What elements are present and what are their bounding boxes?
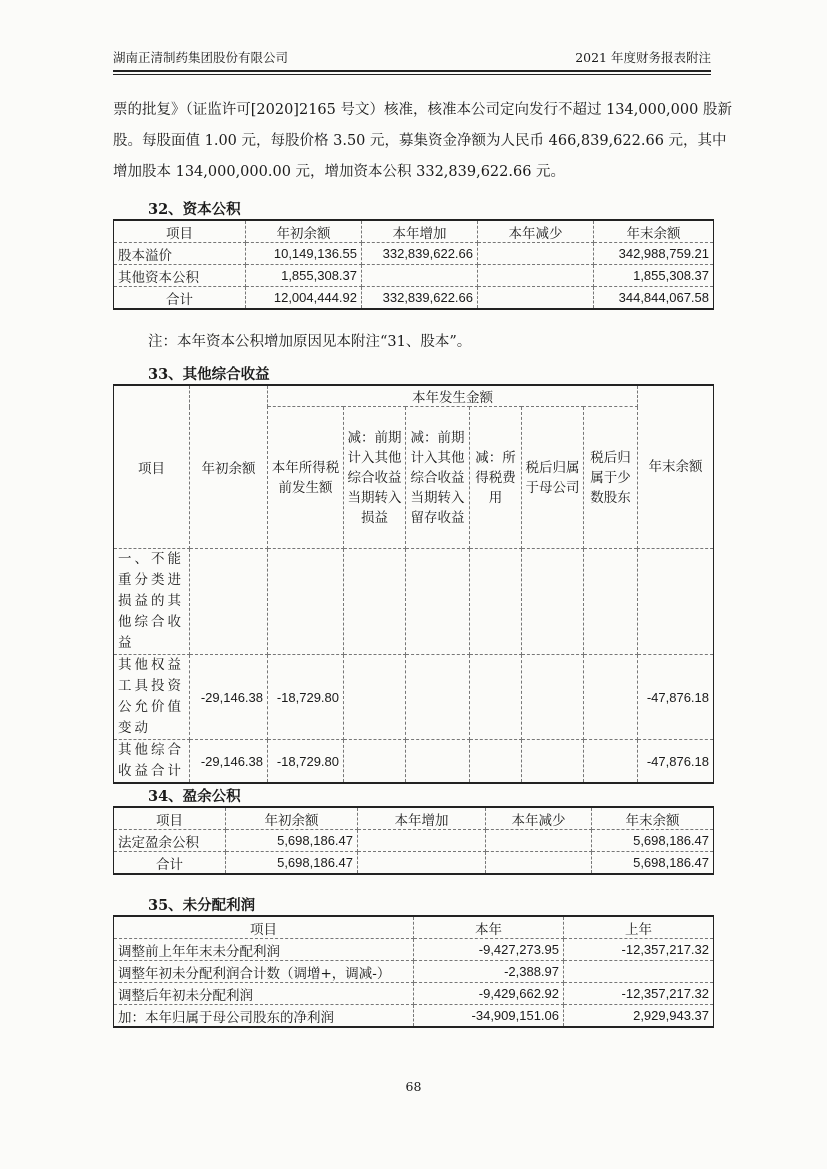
cell <box>406 549 470 655</box>
cell <box>584 655 638 740</box>
header-cell: 项目 <box>114 807 226 830</box>
cell <box>522 740 584 784</box>
cell: 342,988,759.21 <box>594 243 714 265</box>
header-cell: 本年增加 <box>362 220 478 243</box>
intro-line: 股。每股面值 1.00 元，每股价格 3.50 元，募集资金净额为人民币 466,839,622.66 元，其中 <box>113 133 727 149</box>
cell: -9,429,662.92 <box>414 983 564 1005</box>
header-cell: 减：前期计入其他综合收益当期转入损益 <box>344 407 406 549</box>
cell <box>362 265 478 287</box>
cell <box>358 830 486 852</box>
cell <box>344 655 406 740</box>
table-row <box>114 983 714 1005</box>
cell: -9,427,273.95 <box>414 939 564 961</box>
header-cell: 项目 <box>114 916 414 939</box>
header-cell: 税后归属于少数股东 <box>584 407 638 549</box>
header-cell: 年末余额 <box>638 385 714 549</box>
cell <box>478 243 594 265</box>
table-row <box>114 265 714 287</box>
cell <box>522 655 584 740</box>
table-total-row <box>114 740 714 784</box>
intro-line: 增加股本 134,000,000.00 元，增加资本公积 332,839,622.66 元。 <box>113 164 566 180</box>
table-row <box>114 961 714 983</box>
section-32-note: 注：本年资本公积增加原因见本附注“31、股本”。 <box>148 334 472 350</box>
header-cell: 本年所得税前发生额 <box>268 407 344 549</box>
row-label: 调整后年初未分配利润 <box>114 983 414 1005</box>
header-cell: 年初余额 <box>226 807 358 830</box>
cell: -12,357,217.32 <box>564 939 714 961</box>
cell: -34,909,151.06 <box>414 1005 564 1028</box>
cell <box>584 549 638 655</box>
cell <box>406 655 470 740</box>
intro-paragraph <box>113 95 732 188</box>
cell: -29,146.38 <box>190 655 268 740</box>
cell: -2,388.97 <box>414 961 564 983</box>
table-row <box>114 1005 714 1028</box>
cell <box>268 549 344 655</box>
capital-reserve-table <box>113 219 714 310</box>
row-label: 调整年初未分配利润合计数（调增+，调减-） <box>114 961 414 983</box>
cell <box>190 549 268 655</box>
cell <box>486 830 592 852</box>
cell <box>470 655 522 740</box>
table-row <box>114 939 714 961</box>
cell <box>486 852 592 875</box>
page-header <box>113 48 711 72</box>
cell: -18,729.80 <box>268 740 344 784</box>
header-cell: 项目 <box>114 220 246 243</box>
cell: 10,149,136.55 <box>246 243 362 265</box>
header-cell: 上年 <box>564 916 714 939</box>
cell <box>522 549 584 655</box>
cell: -47,876.18 <box>638 655 714 740</box>
cell: 2,929,943.37 <box>564 1005 714 1028</box>
cell: 5,698,186.47 <box>592 852 714 875</box>
cell <box>478 265 594 287</box>
company-name: 湖南正清制药集团股份有限公司 <box>113 50 289 65</box>
section-34-title: 34、盈余公积 <box>148 788 241 805</box>
table-row <box>114 243 714 265</box>
cell: -29,146.38 <box>190 740 268 784</box>
cell: 1,855,308.37 <box>246 265 362 287</box>
cell: 1,855,308.37 <box>594 265 714 287</box>
other-comprehensive-income-table <box>113 384 714 784</box>
row-label: 其他权益工具投资公允价值变动 <box>114 655 190 740</box>
section-32-title: 32、资本公积 <box>148 201 241 218</box>
table-header-row <box>114 220 714 243</box>
surplus-reserve-table <box>113 806 714 875</box>
cell: 332,839,622.66 <box>362 243 478 265</box>
table-header-row <box>114 916 714 939</box>
cell <box>406 740 470 784</box>
header-cell: 项目 <box>114 385 190 549</box>
table-header-row <box>114 385 714 407</box>
table-total-row <box>114 852 714 875</box>
row-label: 加：本年归属于母公司股东的净利润 <box>114 1005 414 1028</box>
row-label: 其他综合收益合计 <box>114 740 190 784</box>
header-cell: 本年增加 <box>358 807 486 830</box>
row-label: 股本溢价 <box>114 243 246 265</box>
page-number: 68 <box>405 1079 422 1094</box>
row-label: 一、不能重分类进损益的其他综合收益 <box>114 549 190 655</box>
cell: -12,357,217.32 <box>564 983 714 1005</box>
cell <box>470 740 522 784</box>
header-group-cell: 本年发生金额 <box>268 385 638 407</box>
row-label: 其他资本公积 <box>114 265 246 287</box>
undistributed-profit-table <box>113 915 714 1028</box>
header-cell: 年末余额 <box>592 807 714 830</box>
cell: -18,729.80 <box>268 655 344 740</box>
cell <box>478 287 594 310</box>
row-label: 法定盈余公积 <box>114 830 226 852</box>
row-label: 调整前上年年末未分配利润 <box>114 939 414 961</box>
header-cell: 减：所得税费用 <box>470 407 522 549</box>
table-total-row <box>114 287 714 310</box>
header-cell: 年初余额 <box>246 220 362 243</box>
header-cell: 税后归属于母公司 <box>522 407 584 549</box>
header-cell: 本年 <box>414 916 564 939</box>
row-label: 合计 <box>114 287 246 310</box>
header-cell: 本年减少 <box>478 220 594 243</box>
header-cell: 减：前期计入其他综合收益当期转入留存收益 <box>406 407 470 549</box>
cell <box>344 549 406 655</box>
cell <box>470 549 522 655</box>
row-label: 合计 <box>114 852 226 875</box>
document-title: 2021 年度财务报表附注 <box>575 50 711 65</box>
table-row <box>114 830 714 852</box>
header-cell: 本年减少 <box>486 807 592 830</box>
cell: 5,698,186.47 <box>592 830 714 852</box>
cell <box>564 961 714 983</box>
cell <box>638 549 714 655</box>
cell: 344,844,067.58 <box>594 287 714 310</box>
cell: 5,698,186.47 <box>226 830 358 852</box>
header-cell: 年初余额 <box>190 385 268 549</box>
cell <box>358 852 486 875</box>
section-35-title: 35、未分配利润 <box>148 897 256 914</box>
cell: 12,004,444.92 <box>246 287 362 310</box>
intro-line: 票的批复》（证监许可[2020]2165 号文）核准，核准本公司定向发行不超过 134,000,000 股新 <box>113 102 732 118</box>
table-row <box>114 655 714 740</box>
cell <box>344 740 406 784</box>
header-cell: 年末余额 <box>594 220 714 243</box>
table-header-row <box>114 807 714 830</box>
cell: 5,698,186.47 <box>226 852 358 875</box>
cell: 332,839,622.66 <box>362 287 478 310</box>
cell <box>584 740 638 784</box>
cell: -47,876.18 <box>638 740 714 784</box>
table-row <box>114 549 714 655</box>
section-33-title: 33、其他综合收益 <box>148 366 270 383</box>
